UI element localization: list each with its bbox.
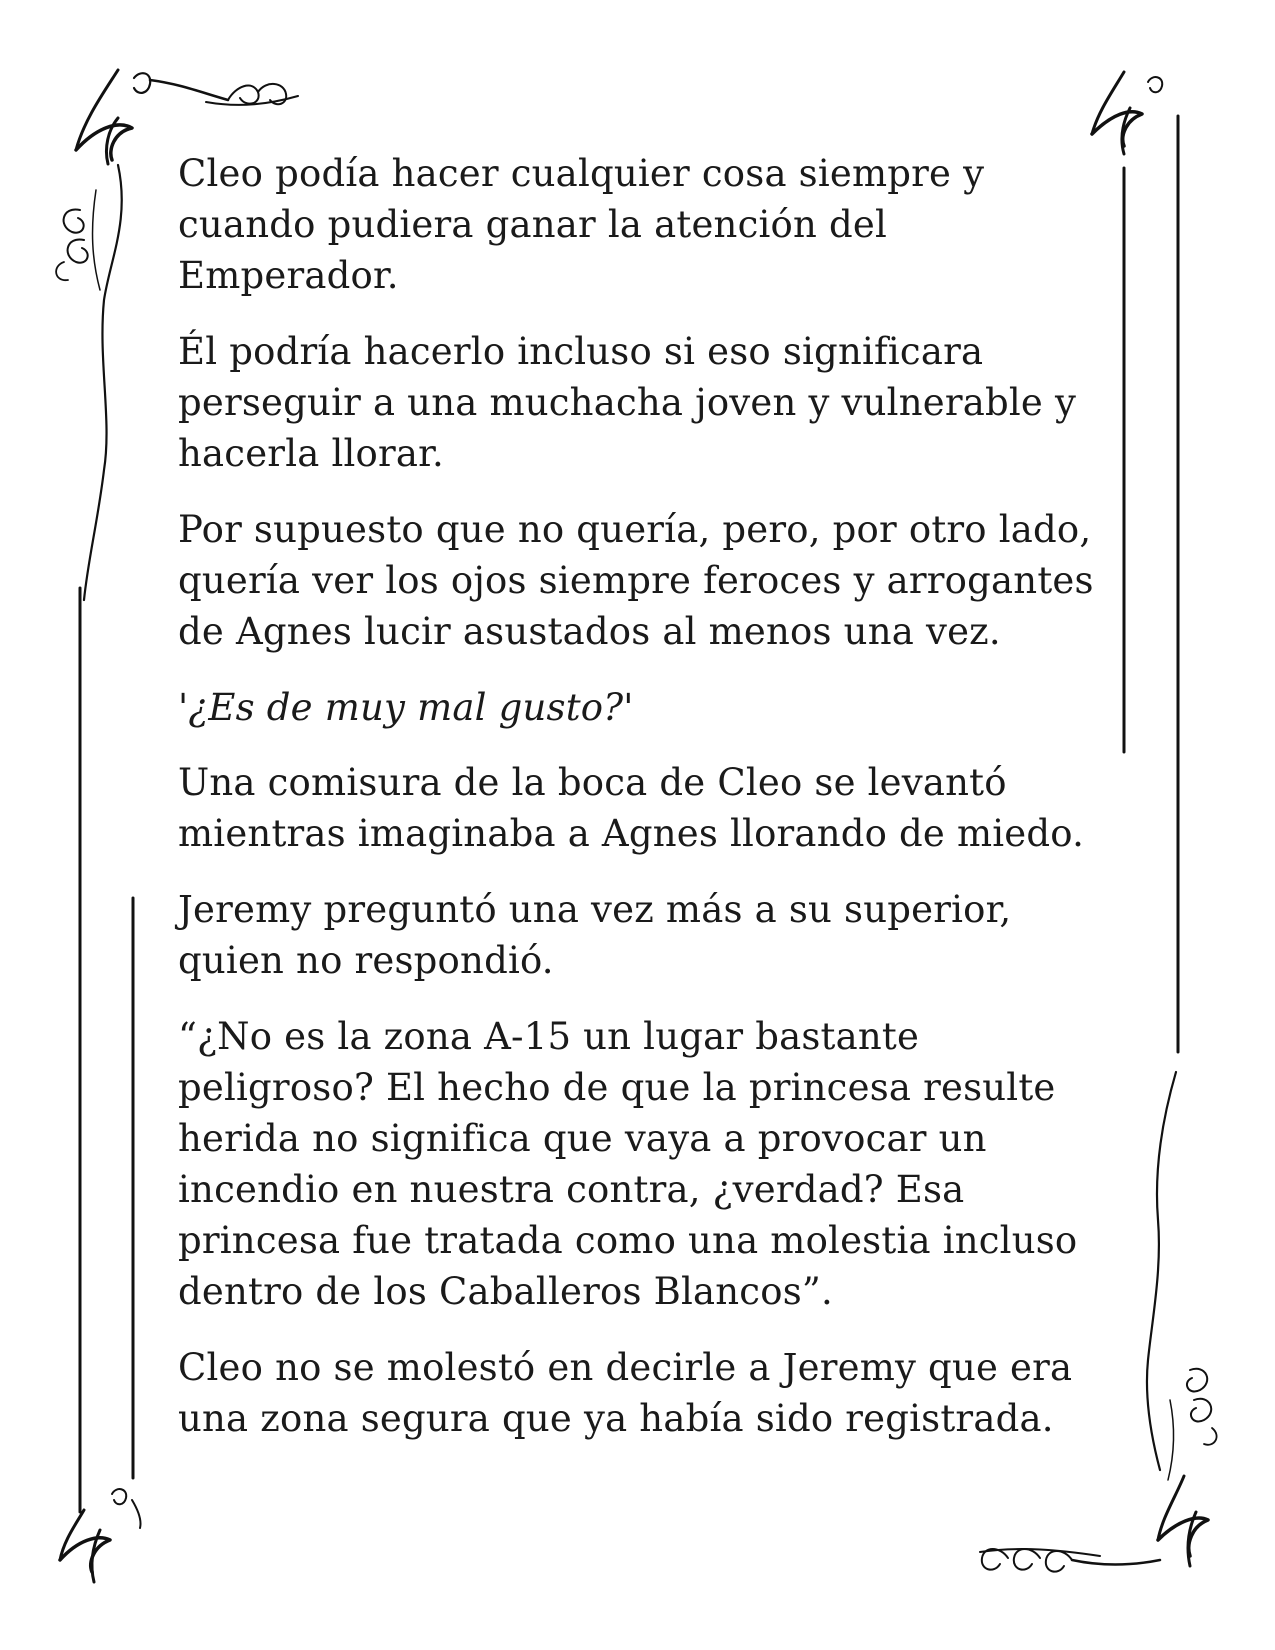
paragraph-6: Jeremy preguntó una vez más a su superior, quien no respondió. xyxy=(178,888,1012,982)
bottom-left-flourish-icon xyxy=(60,1489,141,1582)
bottom-right-flourish-icon xyxy=(980,1476,1208,1572)
paragraph-1: Cleo podía hacer cualquier cosa siempre y cuando pudiera ganar la atención del Emperador. xyxy=(178,152,985,297)
paragraph-4-thought: '¿Es de muy mal gusto?' xyxy=(178,686,634,729)
paragraph-8: Cleo no se molestó en decirle a Jeremy que era una zona segura que ya había sido registrada. xyxy=(178,1346,1073,1440)
top-right-flourish-icon xyxy=(1092,72,1162,154)
story-text xyxy=(178,148,1108,1469)
paragraph-7-dialogue: “¿No es la zona A-15 un lugar bastante peligroso? El hecho de que la princesa resulte herida no significa que vaya a provocar un incendio en nuestra contra, ¿verdad? Esa princesa fue tratada como una molestia incluso dentro de los Caballeros Blancos”. xyxy=(178,1015,1078,1313)
right-swirl-icon xyxy=(1147,1072,1217,1480)
paragraph-3: Por supuesto que no quería, pero, por otro lado, quería ver los ojos siempre feroces y arrogantes de Agnes lucir asustados al menos una vez. xyxy=(178,508,1094,653)
left-swirl-icon xyxy=(56,165,122,600)
paragraph-2: Él podría hacerlo incluso si eso significara perseguir a una muchacha joven y vulnerable y hacerla llorar. xyxy=(178,330,1077,475)
paragraph-5: Una comisura de la boca de Cleo se levantó mientras imaginaba a Agnes llorando de miedo. xyxy=(178,761,1085,855)
